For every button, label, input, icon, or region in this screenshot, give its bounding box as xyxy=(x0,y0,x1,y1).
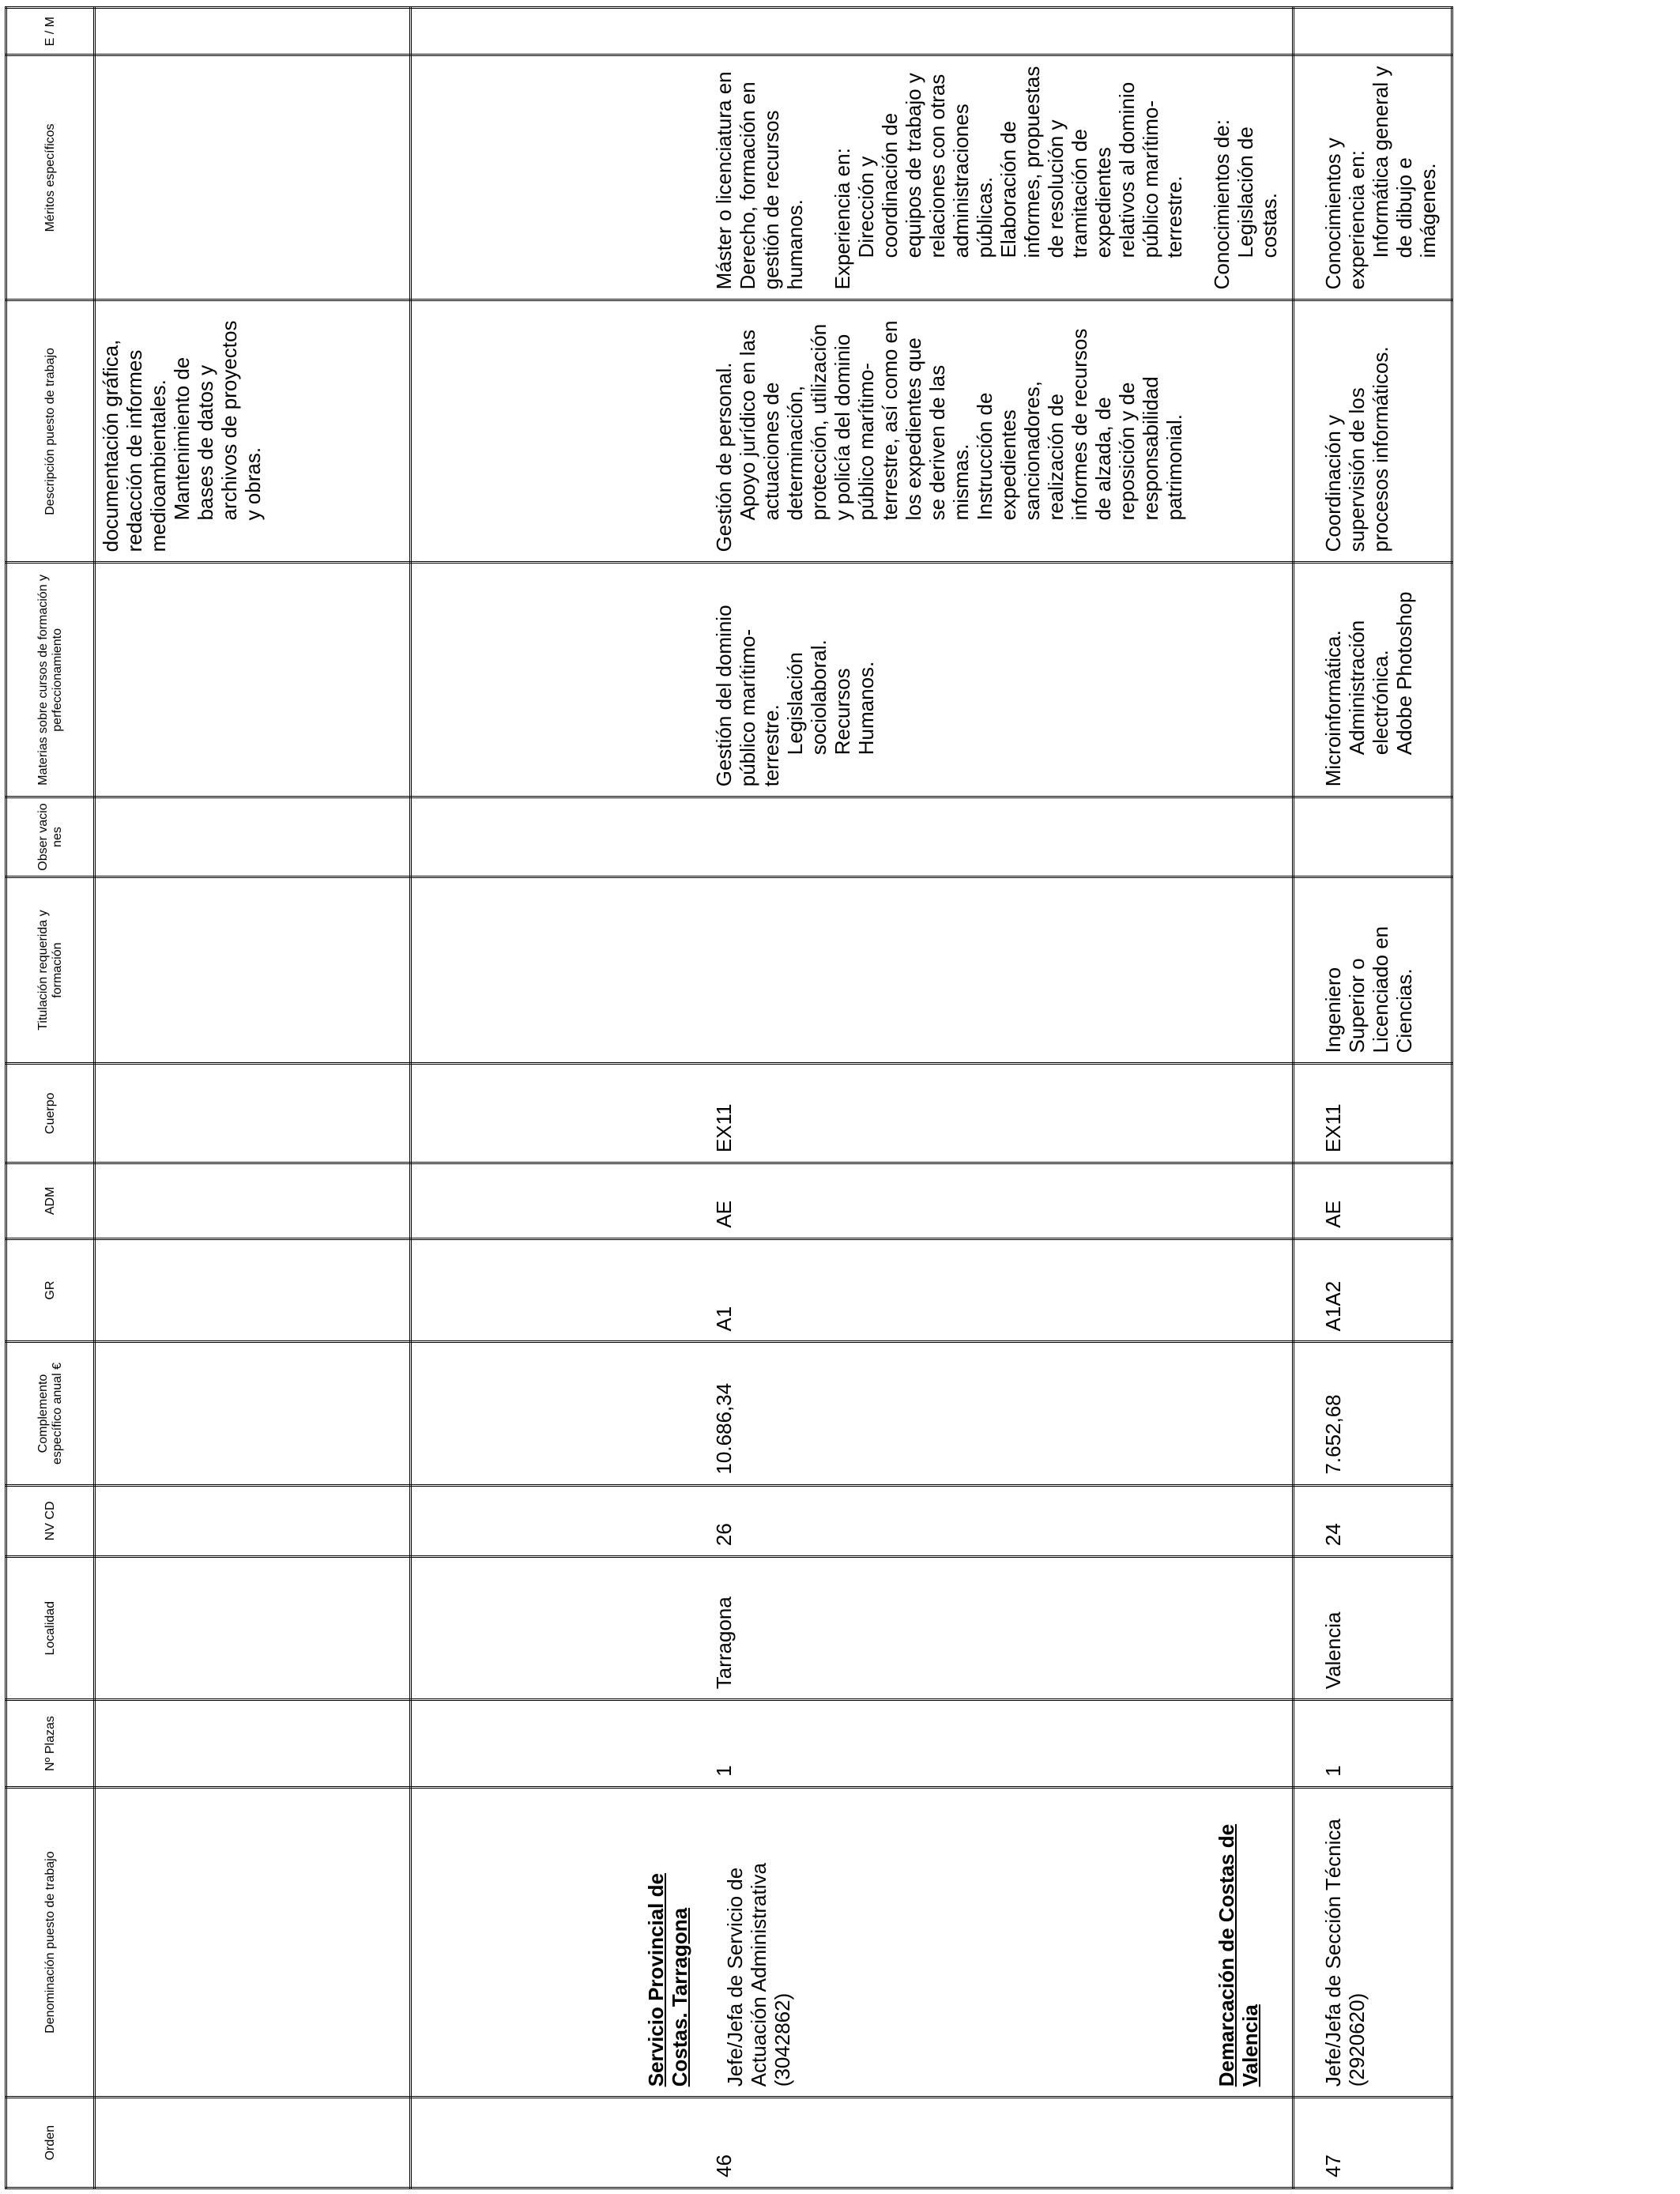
cell-meritos xyxy=(1294,55,1452,300)
cell-localidad xyxy=(411,1557,1294,1700)
cell-titulacion xyxy=(1294,876,1452,1063)
cuerpo-value: EX11 xyxy=(712,1103,736,1153)
meritos-intro: Máster o licenciatura en Derecho, formación en gestión de recursos humanos. xyxy=(712,71,807,290)
job-positions-table xyxy=(5,6,1453,2189)
cell-gr xyxy=(411,1238,1294,1342)
cell-empty xyxy=(95,55,411,300)
cell-observaciones xyxy=(411,797,1294,877)
header-localidad: Localidad xyxy=(6,1557,95,1700)
cell-adm xyxy=(411,1163,1294,1239)
header-nvcd: NV CD xyxy=(6,1485,95,1557)
cell-empty xyxy=(95,1485,411,1557)
descripcion-item: Coordinación y supervisión de los procesos informáticos. xyxy=(1321,346,1392,552)
localidad-value: Valencia xyxy=(1321,1612,1345,1690)
table-row xyxy=(411,8,1294,2188)
complemento-value: 7.652,68 xyxy=(1321,1394,1345,1475)
header-meritos: Méritos específicos xyxy=(6,55,95,300)
header-plazas: Nº Plazas xyxy=(6,1700,95,1788)
continuation-row xyxy=(95,8,411,2188)
titulacion-value: Ingeniero Superior o Licenciado en Ciencias. xyxy=(1321,925,1416,1054)
section-title: Demarcación de Costas de Valencia xyxy=(1215,1823,1262,2087)
descripcion-line: Mantenimiento de bases de datos y archivos de proyectos y obras. xyxy=(170,320,265,521)
cell-orden xyxy=(411,2098,1294,2188)
nvcd-value: 24 xyxy=(1321,1523,1345,1547)
cell-empty xyxy=(95,876,411,1063)
gr-value: A1A2 xyxy=(1321,1280,1345,1332)
materia-item: Adobe Photoshop xyxy=(1392,591,1416,756)
header-cuerpo: Cuerpo xyxy=(6,1064,95,1163)
cell-empty xyxy=(95,1342,411,1485)
meritos-exp-item: Elaboración de informes, propuestas de resolución y tramitación de expedientes relativos al dominio público marítimo-terrestre. xyxy=(996,66,1186,258)
header-orden: Orden xyxy=(6,2098,95,2188)
nvcd-value: 26 xyxy=(712,1523,736,1547)
complemento-value: 10.686,34 xyxy=(712,1382,736,1475)
cell-descripcion xyxy=(1294,300,1452,563)
adm-value: AE xyxy=(1321,1200,1345,1228)
descripcion-item: Apoyo jurídico en las actuaciones de determinación, protección, utilización y policía del dominio público marítimo-terrestre, así como en los expedientes que se deriven de las mismas. xyxy=(736,320,973,521)
cell-empty xyxy=(95,1064,411,1163)
cell-gr xyxy=(1294,1238,1452,1342)
header-denominacion: Denominación puesto de trabajo xyxy=(6,1787,95,2097)
cell-observaciones xyxy=(1294,797,1452,877)
cell-empty xyxy=(95,563,411,797)
cuerpo-value: EX11 xyxy=(1321,1103,1345,1153)
materia-item: Gestión del dominio público marítimo-terrestre. xyxy=(712,605,783,787)
cell-orden-empty xyxy=(95,2098,411,2188)
cell-empty xyxy=(95,797,411,877)
localidad-value: Tarragona xyxy=(712,1596,736,1690)
meritos-item: Informática general y de dibujo e imágenes. xyxy=(1369,66,1440,258)
cell-empty xyxy=(95,1238,411,1342)
cell-plazas xyxy=(1294,1700,1452,1788)
cell-nvcd xyxy=(1294,1485,1452,1557)
adm-value: AE xyxy=(712,1200,736,1228)
denominacion-value: Jefe/Jefa de Servicio de Actuación Administrativa (3042862) xyxy=(723,1863,794,2087)
materia-item: Administración electrónica. xyxy=(1345,620,1392,756)
header-materias: Materias sobre cursos de formación y perfeccionamiento xyxy=(6,563,95,797)
cell-plazas xyxy=(411,1700,1294,1788)
meritos-intro: Conocimientos y experiencia en: xyxy=(1321,138,1369,290)
cell-cuerpo xyxy=(411,1064,1294,1163)
cell-denominacion-empty xyxy=(95,1787,411,2097)
cell-complemento xyxy=(411,1342,1294,1485)
cell-denominacion xyxy=(1215,1787,1452,2097)
cell-descripcion xyxy=(411,300,1294,563)
meritos-con-item: Legislación de costas. xyxy=(1234,126,1281,258)
cell-materias xyxy=(1294,563,1452,797)
descripcion-line: documentación gráfica, redacción de informes medioambientales. xyxy=(99,339,170,552)
header-em: E / M xyxy=(6,8,95,55)
cell-nvcd xyxy=(411,1485,1294,1557)
cell-titulacion xyxy=(411,876,1294,1063)
orden-value: 46 xyxy=(712,2154,736,2177)
header-observaciones: Obser vacio nes xyxy=(6,797,95,877)
cell-denominacion xyxy=(411,1787,1294,2097)
cell-empty xyxy=(95,1557,411,1700)
plazas-value: 1 xyxy=(1321,1765,1345,1777)
table-row xyxy=(1294,8,1452,2188)
orden-value: 47 xyxy=(1321,2154,1345,2177)
cell-meritos xyxy=(411,55,1294,300)
cell-em xyxy=(411,8,1294,55)
plazas-value: 1 xyxy=(712,1765,736,1777)
cell-cuerpo xyxy=(1294,1064,1452,1163)
cell-localidad xyxy=(1294,1557,1452,1700)
denominacion-value: Jefe/Jefa de Sección Técnica (2920620) xyxy=(1321,1819,1369,2087)
materia-item: Recursos Humanos. xyxy=(831,661,878,756)
header-gr: GR xyxy=(6,1238,95,1342)
meritos-exp-title: Experiencia en: xyxy=(831,148,854,290)
descripcion-item: Gestión de personal. xyxy=(712,362,736,552)
cell-adm xyxy=(1294,1163,1452,1239)
gr-value: A1 xyxy=(712,1306,736,1332)
section-title: Servicio Provincial de Costas. Tarragona xyxy=(644,1873,691,2087)
cell-empty xyxy=(95,8,411,55)
header-adm: ADM xyxy=(6,1163,95,1239)
cell-empty xyxy=(95,1700,411,1788)
header-titulacion: Titulación requerida y formación xyxy=(6,876,95,1063)
header-row xyxy=(6,8,95,2188)
header-complemento: Complemento específico anual € xyxy=(6,1342,95,1485)
cell-orden xyxy=(1294,2098,1452,2188)
cell-em xyxy=(1294,8,1452,55)
cell-empty xyxy=(95,1163,411,1239)
meritos-exp-item: Dirección y coordinación de equipos de trabajo y relaciones con otras administraciones públicas. xyxy=(854,73,996,258)
meritos-con-title: Conocimientos de: xyxy=(1210,119,1234,290)
materia-item: Legislación sociolaboral. xyxy=(783,639,831,756)
cell-complemento xyxy=(1294,1342,1452,1485)
cell-descripcion-continuation xyxy=(95,300,411,563)
cell-materias xyxy=(411,563,1294,797)
materia-item: Microinformática. xyxy=(1321,630,1345,787)
descripcion-item: Instrucción de expedientes sancionadores, realización de informes de recursos de alzada, de reposición y de responsabilidad patrimonial. xyxy=(973,328,1186,521)
header-descripcion: Descripción puesto de trabajo xyxy=(6,300,95,563)
